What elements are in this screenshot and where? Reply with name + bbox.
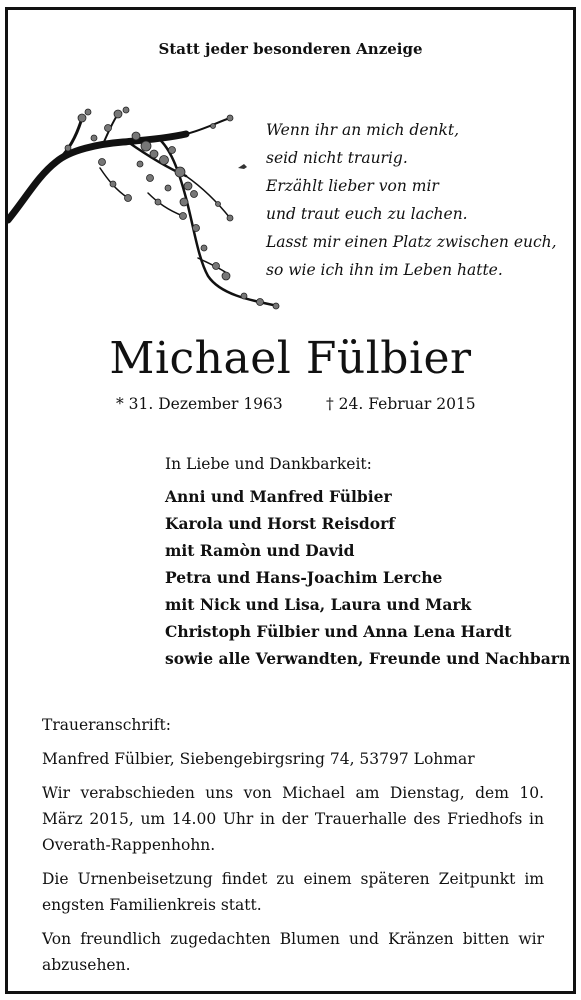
mourner-line: Karola und Horst Reisdorf: [165, 514, 395, 533]
address: Manfred Fülbier, Siebengebirgsring 74, 53797 Lohmar: [42, 750, 475, 768]
mourners-intro: In Liebe und Dankbarkeit:: [165, 455, 372, 473]
poem-line: und traut euch zu lachen.: [266, 205, 468, 223]
address-label: Traueranschrift:: [42, 716, 171, 734]
poem-line: so wie ich ihn im Leben hatte.: [266, 261, 503, 279]
details-section: [42, 712, 544, 986]
poem-line: Lasst mir einen Platz zwischen euch,: [266, 233, 557, 251]
service-paragraph: Wir verabschieden uns von Michael am Dienstag, dem 10. März 2015, um 14.00 Uhr in der Trauerhalle des Friedhofs in Overath-Rappenhohn.: [42, 784, 544, 854]
deceased-name: Michael Fülbier: [109, 333, 472, 384]
mourner-line: sowie alle Verwandten, Freunde und Nachbarn: [165, 649, 571, 668]
mourner-line: mit Nick und Lisa, Laura und Mark: [165, 595, 472, 614]
mourner-line: Petra und Hans-Joachim Lerche: [165, 568, 443, 587]
poem-line: Wenn ihr an mich denkt,: [266, 121, 460, 139]
mourners-section: [165, 455, 571, 672]
obituary-frame: [5, 7, 576, 994]
poem-line: seid nicht traurig.: [266, 149, 408, 167]
blossom-branch-icon: [8, 98, 298, 313]
poem: [266, 116, 566, 284]
birth-date: * 31. Dezember 1963: [116, 395, 283, 413]
mourner-line: Christoph Fülbier und Anna Lena Hardt: [165, 622, 512, 641]
poem-line: Erzählt lieber von mir: [266, 177, 439, 195]
mourner-line: mit Ramòn und David: [165, 541, 355, 560]
header-text: Statt jeder besonderen Anzeige: [158, 40, 423, 58]
mourner-line: Anni und Manfred Fülbier: [165, 487, 392, 506]
urn-paragraph: Die Urnenbeisetzung findet zu einem späteren Zeitpunkt im engsten Familienkreis statt.: [42, 870, 544, 914]
flowers-paragraph: Von freundlich zugedachten Blumen und Kränzen bitten wir abzusehen.: [42, 930, 544, 974]
death-date: † 24. Februar 2015: [326, 395, 476, 413]
